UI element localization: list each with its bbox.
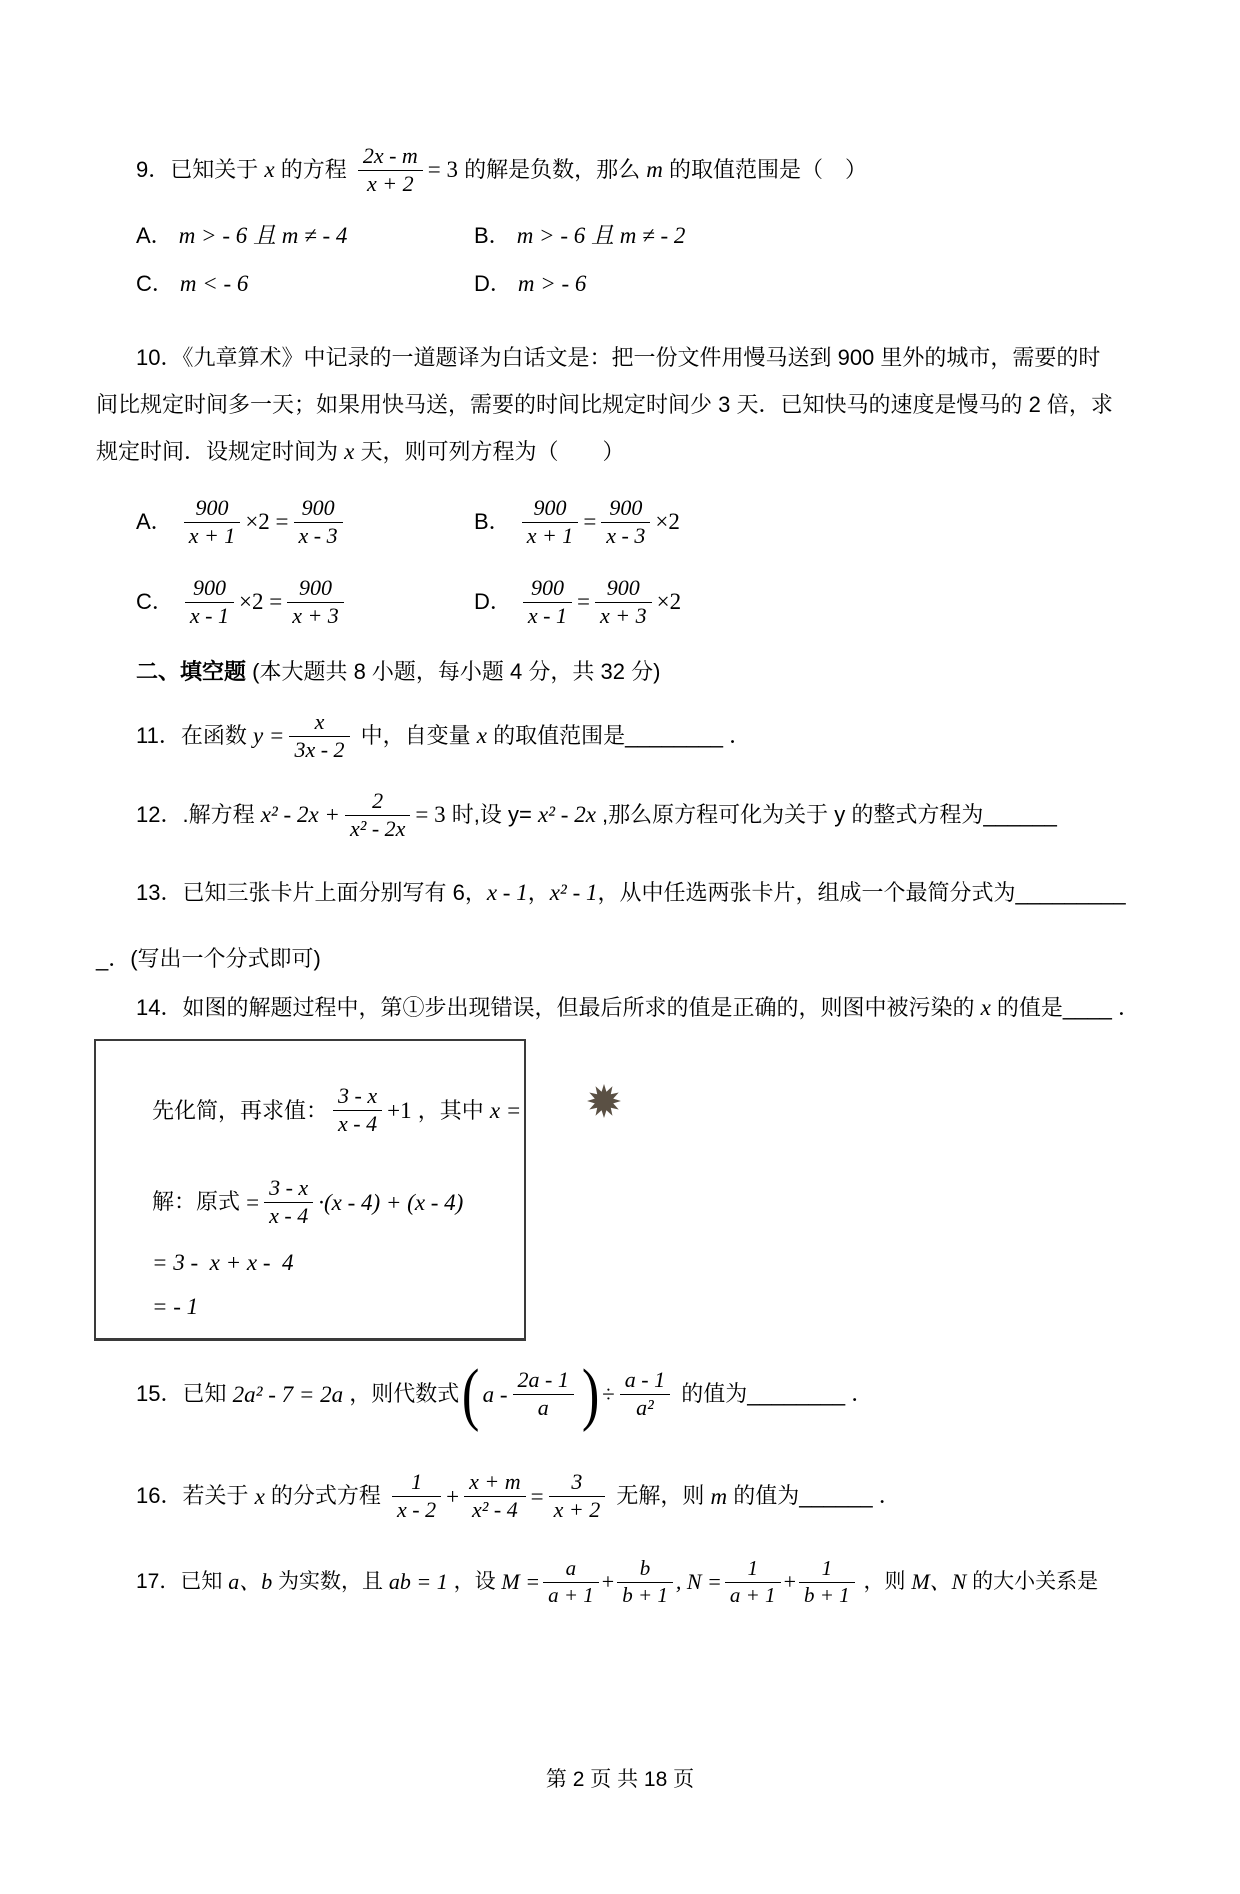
fraction-numerator: 1 xyxy=(392,1469,441,1497)
q15-condition: 2a² - 7 = 2a xyxy=(232,1381,344,1407)
box-x-equals: x = xyxy=(489,1098,522,1124)
fraction-numerator: b xyxy=(617,1556,673,1583)
q17-text-lead: 17．已知 xyxy=(136,1569,229,1593)
option-fraction-2 xyxy=(294,495,343,550)
box-step2-line: = 3 - x + x - 4 xyxy=(152,1249,294,1275)
fraction-numerator: 900 xyxy=(601,495,650,523)
q14-text-lead: 14．如图的解题过程中，第①步出现错误，但最后所求的值是正确的，则图中被污染的 xyxy=(136,994,981,1020)
section-2-header xyxy=(136,657,1152,687)
q10-option-d xyxy=(474,573,1152,631)
question-13 xyxy=(136,877,1152,908)
fraction-denominator: x - 3 xyxy=(298,522,338,548)
option-text: m > - 6 且 m ≠ - 2 xyxy=(516,223,686,249)
box-problem-line xyxy=(152,1059,522,1162)
fraction-denominator: x + 3 xyxy=(599,602,647,628)
option-fraction-1 xyxy=(522,495,579,550)
question-14 xyxy=(136,992,1152,1023)
q9-option-c xyxy=(136,268,474,300)
q17-fraction-1 xyxy=(543,1556,599,1608)
question-11 xyxy=(136,707,1152,765)
fraction-numerator: 900 xyxy=(522,495,579,523)
q10-option-c xyxy=(136,573,474,631)
q12-text-mid: 时,设 y= xyxy=(445,802,538,828)
right-parenthesis: ) xyxy=(581,1355,600,1433)
box-fraction-1 xyxy=(333,1083,382,1138)
box-equals: = xyxy=(246,1189,260,1215)
option-tail: ×2 xyxy=(656,589,682,615)
q16-text-mid1: 的分式方程 xyxy=(264,1483,388,1509)
option-operator: ×2 = xyxy=(245,509,289,535)
fraction-denominator: 3x - 2 xyxy=(294,736,345,762)
q9-text-tail: 的取值范围是（ ） xyxy=(662,157,868,183)
option-text: m > - 6 xyxy=(517,271,587,297)
fraction-numerator: x + m xyxy=(464,1469,526,1497)
q13-continuation: _．(写出一个分式即可) xyxy=(96,946,321,972)
option-text: m > - 6 且 m ≠ - 4 xyxy=(178,223,348,249)
fraction-denominator: b + 1 xyxy=(803,1582,850,1607)
fraction-numerator: 1 xyxy=(799,1556,855,1583)
fraction-denominator: x + 3 xyxy=(292,602,339,628)
q9-option-a xyxy=(136,220,474,252)
fraction-numerator: a xyxy=(543,1556,599,1583)
option-label: A． xyxy=(136,223,173,249)
q9-var-x: x xyxy=(264,157,275,183)
box-text-mid: ，其中 xyxy=(411,1097,490,1123)
fraction-numerator: 900 xyxy=(523,575,572,603)
fraction-denominator: b + 1 xyxy=(622,1582,668,1607)
q12-text-lead: 12．.解方程 xyxy=(136,802,261,828)
box-plus-one: +1 xyxy=(387,1098,412,1124)
option-label: D． xyxy=(474,589,512,615)
option-operator: = xyxy=(576,589,590,615)
page-content xyxy=(0,140,1240,1611)
fraction-denominator: x - 2 xyxy=(397,1496,437,1522)
q14-text-tail: 的值是____ ． xyxy=(990,994,1140,1020)
box-step1-line xyxy=(152,1170,514,1234)
q13-card-3: x² - 1 xyxy=(549,880,598,905)
q15-fraction-1 xyxy=(513,1367,574,1422)
q9-var-m: m xyxy=(646,157,663,183)
q16-fraction-2 xyxy=(464,1469,526,1524)
q15-text-tail: 的值为________ ． xyxy=(675,1381,874,1407)
q9-equals-3: = 3 xyxy=(427,157,459,183)
q17-text-mid2: ，设 xyxy=(447,1569,502,1593)
q10-line3 xyxy=(96,428,1152,475)
division-sign: ÷ xyxy=(602,1381,615,1407)
fraction-numerator: x xyxy=(289,709,349,737)
fraction-denominator: x - 4 xyxy=(269,1202,309,1228)
fraction-denominator: x + 2 xyxy=(553,1496,601,1522)
q17-text-mid1: 为实数，且 xyxy=(272,1569,389,1593)
fraction-denominator: a + 1 xyxy=(548,1582,594,1607)
q9-text-lead: 9．已知关于 xyxy=(136,157,265,183)
option-fraction-2 xyxy=(595,575,652,630)
q17-M-equals: M = xyxy=(501,1569,541,1595)
option-label: B． xyxy=(474,223,511,249)
fraction-denominator: x - 1 xyxy=(189,602,229,628)
q10-line3-tail: 天，则可列方程为（ ） xyxy=(354,439,625,464)
option-label: C． xyxy=(136,271,174,297)
fraction-numerator: 900 xyxy=(595,575,652,603)
q11-text-tail: 的取值范围是________ ． xyxy=(486,723,752,749)
q17-condition: ab = 1 xyxy=(388,1569,448,1595)
q10-option-b xyxy=(474,493,1152,551)
q16-text-tail: 的值为______ ． xyxy=(727,1483,901,1509)
box-solution-label: 解：原式 xyxy=(152,1189,247,1215)
q11-text-lead: 11．在函数 xyxy=(136,723,253,749)
q16-var-x: x xyxy=(254,1483,265,1509)
q16-fraction-3 xyxy=(549,1469,606,1524)
fraction-denominator: x + 1 xyxy=(526,522,574,548)
option-fraction-1 xyxy=(185,575,234,630)
box-fraction-2 xyxy=(264,1175,313,1230)
q12-poly: x² - 2x + xyxy=(260,802,340,828)
section-title: 二、填空题 xyxy=(136,659,247,685)
plus-sign: + xyxy=(446,1483,460,1509)
equals-sign: = xyxy=(530,1483,544,1509)
q14-solution-box xyxy=(94,1039,526,1341)
option-fraction-2 xyxy=(601,495,650,550)
ink-stain-icon xyxy=(525,1053,622,1156)
q12-substitution: x² - 2x xyxy=(537,802,596,828)
exam-page xyxy=(0,140,1240,1894)
question-12 xyxy=(136,787,1152,843)
option-fraction-2 xyxy=(287,575,344,630)
q16-text-mid2: 无解，则 xyxy=(610,1483,711,1509)
fraction-numerator: 2x - m xyxy=(358,143,423,171)
q10-line1: 10．《九章算术》中记录的一道题译为白话文是：把一份文件用慢马送到 900 里外的城市，需要的时 xyxy=(136,345,1101,370)
q16-fraction-1 xyxy=(392,1469,441,1524)
q17-fraction-2 xyxy=(617,1556,673,1608)
option-label: D． xyxy=(474,271,512,297)
fraction-numerator: 900 xyxy=(294,495,343,523)
page-footer: 第 2 页 共 18 页 xyxy=(545,1768,695,1791)
box-step1-expr: ·(x - 4) + (x - 4) xyxy=(318,1189,464,1215)
q10-line3-lead: 规定时间．设规定时间为 xyxy=(96,439,345,464)
fraction-numerator: 2a - 1 xyxy=(513,1367,574,1395)
left-parenthesis: ( xyxy=(462,1355,480,1433)
q9-text-mid1: 的方程 xyxy=(274,157,353,183)
fraction-numerator: a - 1 xyxy=(620,1367,670,1395)
q12-equals-3: = 3 xyxy=(415,802,446,828)
q10-line2: 间比规定时间多一天；如果用快马送，需要的时间比规定时间少 3 天．已知快马的速度是慢马的 2 倍，求 xyxy=(96,392,1113,417)
option-label: A． xyxy=(136,509,173,535)
option-label: C． xyxy=(136,589,174,615)
q11-lhs: y = xyxy=(252,723,285,749)
option-fraction-1 xyxy=(184,495,241,550)
q15-text-mid: ，则代数式 xyxy=(343,1381,460,1407)
box-result-line: = - 1 xyxy=(152,1293,199,1319)
q17-text-tail: 的大小关系是 xyxy=(966,1569,1099,1593)
q15-fraction-2 xyxy=(620,1367,670,1422)
q12-text-tail: ,那么原方程可化为关于 y 的整式方程为______ xyxy=(595,802,1057,828)
fraction-denominator: x - 4 xyxy=(338,1111,378,1137)
box-text-lead: 先化简，再求值： xyxy=(152,1097,329,1123)
fraction-numerator: 3 - x xyxy=(264,1175,313,1203)
q15-inner-expr: a - xyxy=(482,1381,508,1407)
fraction-numerator: 3 - x xyxy=(333,1083,382,1111)
q13-comma: ， xyxy=(527,879,550,905)
fraction-numerator: 2 xyxy=(345,788,410,816)
q13-text-lead: 13．已知三张卡片上面分别写有 6， xyxy=(136,879,487,905)
option-fraction-1 xyxy=(523,575,572,630)
q9-text-mid2: 的解是负数，那么 xyxy=(458,157,647,183)
section-subtitle: (本大题共 8 小题，每小题 4 分，共 32 分) xyxy=(246,659,661,685)
fraction-denominator: x² - 2x xyxy=(349,815,406,841)
q9-option-b xyxy=(474,220,1152,252)
option-operator: ×2 = xyxy=(238,589,283,615)
q12-fraction xyxy=(345,788,410,843)
q15-text-lead: 15．已知 xyxy=(136,1381,233,1407)
fraction-denominator: x - 3 xyxy=(606,522,646,548)
fraction-numerator: 900 xyxy=(185,575,234,603)
q17-text-mid3: ，则 xyxy=(857,1569,912,1593)
fraction-numerator: 900 xyxy=(287,575,344,603)
option-text: m < - 6 xyxy=(179,271,249,297)
fraction-numerator: 900 xyxy=(184,495,241,523)
q9-fraction xyxy=(358,143,423,198)
fraction-numerator: 1 xyxy=(725,1556,781,1583)
q16-text-lead: 16．若关于 xyxy=(136,1483,255,1509)
plus-sign: + xyxy=(601,1569,615,1595)
fraction-denominator: x + 2 xyxy=(366,170,414,196)
q17-fraction-3 xyxy=(725,1556,781,1608)
question-15 xyxy=(136,1357,1152,1431)
fraction-denominator: a + 1 xyxy=(729,1582,776,1607)
q16-var-m: m xyxy=(710,1483,728,1509)
fraction-denominator: x - 1 xyxy=(527,602,567,628)
fraction-denominator: x + 1 xyxy=(188,522,236,548)
plus-sign: + xyxy=(783,1569,796,1595)
question-16 xyxy=(136,1467,1152,1525)
q17-vars-MN: M、N xyxy=(911,1569,967,1595)
fraction-denominator: a xyxy=(537,1394,549,1420)
q11-var-x: x xyxy=(476,723,487,749)
option-tail: ×2 xyxy=(655,509,680,535)
q10-var-x: x xyxy=(344,439,355,464)
question-9 xyxy=(136,140,1152,200)
q10-option-a xyxy=(136,493,474,551)
q17-vars-ab: a、b xyxy=(228,1569,273,1595)
q17-N-equals: , N = xyxy=(675,1569,722,1595)
q10-options xyxy=(136,493,1152,631)
q9-option-d xyxy=(474,268,1152,300)
option-label: B． xyxy=(474,509,511,535)
q13-card-2: x - 1 xyxy=(486,880,528,905)
question-10 xyxy=(96,334,1152,475)
q14-var-x: x xyxy=(980,995,991,1021)
fraction-denominator: a² xyxy=(636,1394,654,1420)
option-operator: = xyxy=(583,509,597,535)
q13-text-tail: ，从中任选两张卡片，组成一个最简分式为_________ xyxy=(597,879,1126,905)
q11-fraction xyxy=(289,709,349,764)
question-17 xyxy=(136,1553,1152,1611)
q17-fraction-4 xyxy=(799,1556,855,1608)
fraction-numerator: 3 xyxy=(549,1469,606,1497)
fraction-denominator: x² - 4 xyxy=(472,1496,518,1522)
q9-options xyxy=(136,220,1152,300)
q11-text-mid: 中，自变量 xyxy=(354,723,477,749)
